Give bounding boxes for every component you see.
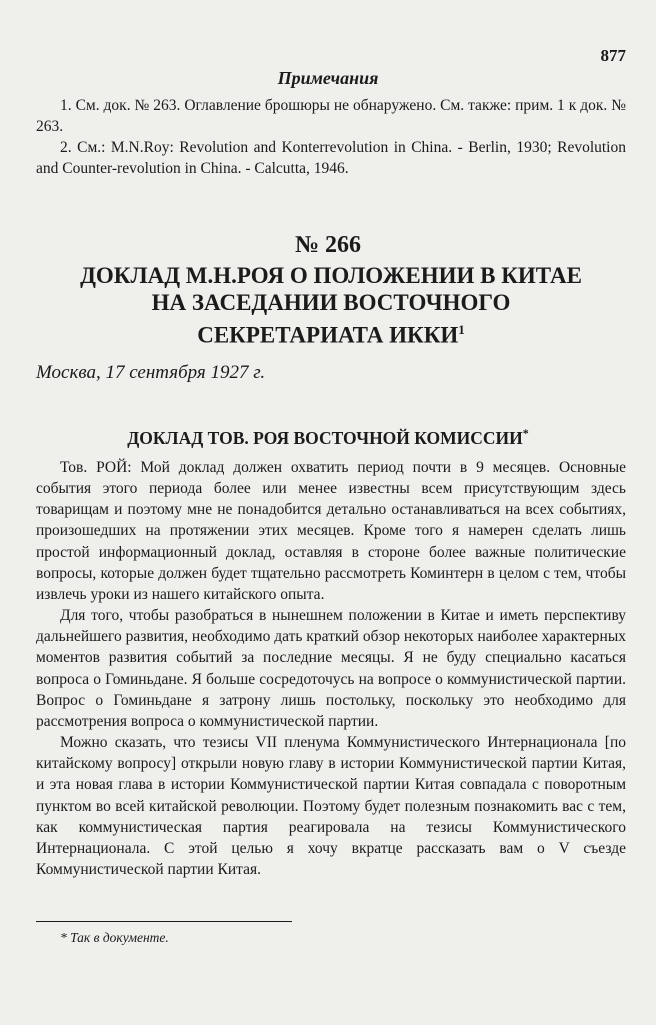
- footnote-ref: 1: [458, 322, 465, 337]
- title-line: НА ЗАСЕДАНИИ ВОСТОЧНОГО: [151, 290, 511, 315]
- title-line-text: СЕКРЕТАРИАТА ИККИ: [197, 322, 459, 348]
- section-title-text: ДОКЛАД ТОВ. РОЯ ВОСТОЧНОЙ КОМИССИИ: [127, 427, 523, 448]
- footnote-divider: [36, 921, 292, 922]
- report-body: [36, 457, 626, 880]
- footnote: * Так в документе.: [60, 930, 169, 945]
- document-number: № 266: [294, 232, 362, 258]
- paragraph: Тов. РОЙ: Мой доклад должен охватить период почти в 9 месяцев. Основные события этого периода более или менее известны всем присутствующим здесь товарищам и поэтому мне не понадобится детально останавливаться на всех событиях, произошедших на протяжении этих месяцев. Кроме того я намерен сделать лишь простой информационный доклад, оставляя в стороне более важные политические вопросы, которые должен будет тщательно рассмотреть Коминтерн в целом с тем, чтобы извлечь уроки из нашего китайского опыта.: [36, 459, 626, 603]
- note-item: 1. См. док. № 263. Оглавление брошюры не обнаружено. См. также: прим. 1 к док. № 263.: [36, 97, 626, 135]
- notes-list: [36, 95, 626, 179]
- title-line: [36, 316, 626, 349]
- paragraph: Для того, чтобы разобраться в нынешнем положении в Китае и иметь перспективу дальнейшего развития, необходимо дать краткий обзор некоторых наиболее характерных моментов развития событий за последние месяцы. Я не буду специально касаться вопроса о Гоминьдане. Я больше сосредоточусь на вопросе о коммунистической партии. Вопрос о Гоминьдане я затрону лишь постольку, поскольку это необходимо для рассмотрения вопроса о коммунистической партии.: [36, 607, 626, 730]
- paragraph: Можно сказать, что тезисы VII пленума Коммунистического Интернационала [по китайскому вопросу] открыли новую главу в истории Коммунистической партии Китая, и эта новая глава в истории Коммунистической партии Китая совпадала с поворотным пунктом во всей китайской революции. Поэтому будет полезным познакомить вас с тем, как коммунистическая партия реагировала на тезисы Коммунистического Интернационала. С этой целью я хочу вкратце рассказать вам о V съезде Коммунистической партии Китая.: [36, 734, 626, 878]
- section-title: [0, 426, 656, 449]
- title-line: ДОКЛАД М.Н.РОЯ О ПОЛОЖЕНИИ В КИТАЕ: [80, 263, 582, 288]
- document-title: [36, 262, 626, 349]
- page-number: 877: [600, 46, 626, 65]
- place-date: Москва, 17 сентября 1927 г.: [36, 362, 266, 383]
- footnote-marker: *: [522, 426, 529, 440]
- note-item: 2. См.: M.N.Roy: Revolution and Konterrevolution in China. - Berlin, 1930; Revolution and Counter-revolution in China. - Calcutta, 1946.: [36, 139, 626, 177]
- notes-heading: Примечания: [277, 68, 379, 88]
